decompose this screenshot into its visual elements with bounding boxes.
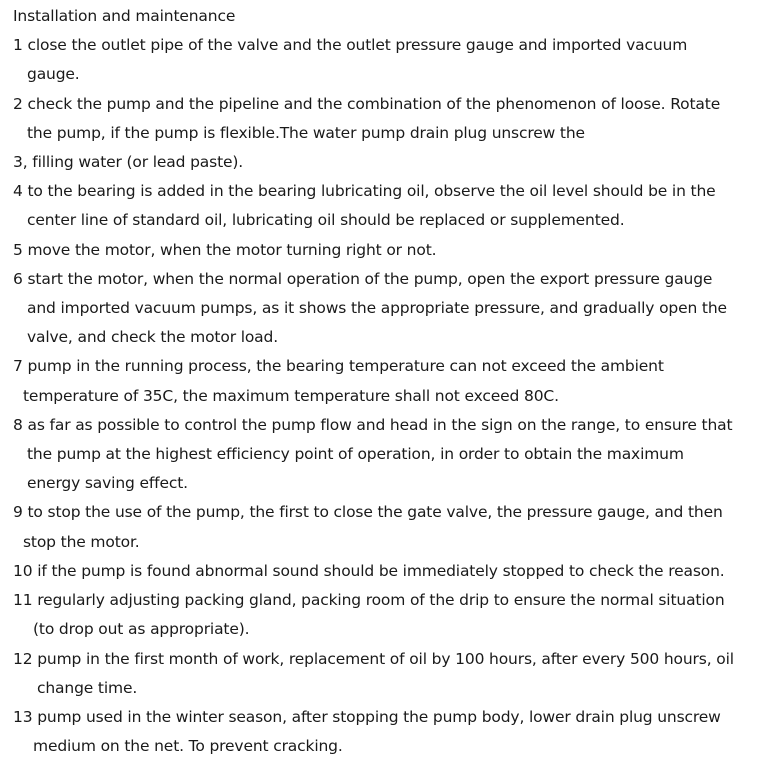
step-2-line-1: 2 check the pump and the pipeline and the combination of the phenomenon of loose. Rotate [13, 95, 721, 113]
step-5-line-1: 5 move the motor, when the motor turning right or not. [13, 241, 437, 259]
step-4-line-1: 4 to the bearing is added in the bearing lubricating oil, observe the oil level should be in the [13, 182, 716, 200]
step-8-line-3: energy saving effect. [27, 474, 188, 492]
step-6-line-1: 6 start the motor, when the normal operation of the pump, open the export pressure gauge [13, 270, 713, 288]
step-9-line-2: stop the motor. [23, 533, 140, 551]
step-13-line-2: medium on the net. To prevent cracking. [33, 737, 343, 755]
step-2-line-2: the pump, if the pump is flexible.The water pump drain plug unscrew the [27, 124, 585, 142]
step-7-line-2: temperature of 35C, the maximum temperature shall not exceed 80C. [23, 387, 559, 405]
step-3-line-1: 3, filling water (or lead paste). [13, 153, 244, 171]
step-11-line-1: 11 regularly adjusting packing gland, packing room of the drip to ensure the normal situation [13, 591, 725, 609]
step-13-line-1: 13 pump used in the winter season, after stopping the pump body, lower drain plug unscrew [13, 708, 721, 726]
step-6-line-3: valve, and check the motor load. [27, 328, 278, 346]
step-8-line-2: the pump at the highest efficiency point of operation, in order to obtain the maximum [27, 445, 684, 463]
step-12-line-1: 12 pump in the first month of work, replacement of oil by 100 hours, after every 500 hours, oil [13, 650, 734, 668]
step-7-line-1: 7 pump in the running process, the bearing temperature can not exceed the ambient [13, 357, 664, 375]
step-4-line-2: center line of standard oil, lubricating oil should be replaced or supplemented. [27, 211, 625, 229]
step-1-line-2: gauge. [27, 65, 80, 83]
step-11-line-2: (to drop out as appropriate). [33, 620, 250, 638]
step-6-line-2: and imported vacuum pumps, as it shows the appropriate pressure, and gradually open the [27, 299, 727, 317]
step-1-line-1: 1 close the outlet pipe of the valve and the outlet pressure gauge and imported vacuum [13, 36, 688, 54]
step-10-line-1: 10 if the pump is found abnormal sound should be immediately stopped to check the reason. [13, 562, 725, 580]
step-12-line-2: change time. [37, 679, 138, 697]
step-8-line-1: 8 as far as possible to control the pump flow and head in the sign on the range, to ensure that [13, 416, 733, 434]
step-9-line-1: 9 to stop the use of the pump, the first to close the gate valve, the pressure gauge, and then [13, 503, 723, 521]
document-title: Installation and maintenance [13, 7, 236, 25]
